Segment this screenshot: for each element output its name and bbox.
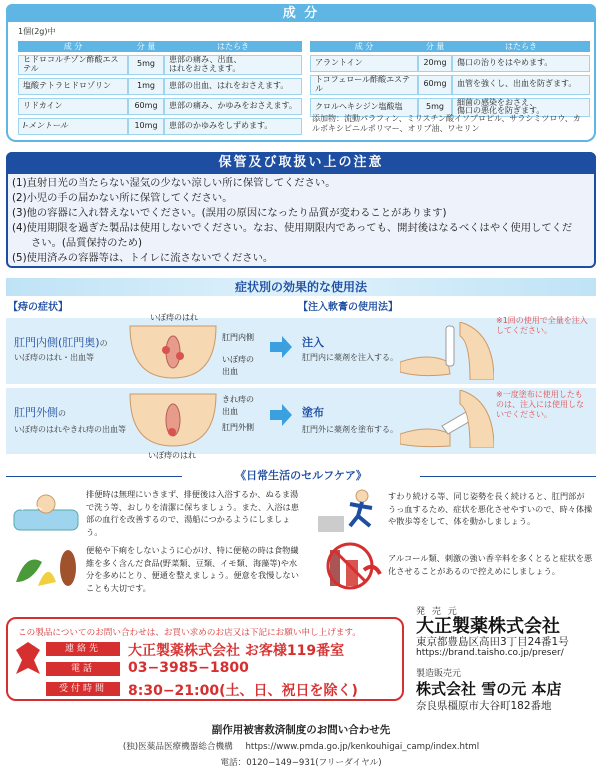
no-alcohol-icon	[316, 542, 384, 590]
col-amount: 分 量	[128, 41, 164, 52]
table-row	[18, 55, 302, 75]
arrow-right-icon	[270, 404, 292, 426]
label-bleed2: 出血	[222, 407, 238, 416]
ingredient-name: アラントイン	[310, 55, 418, 72]
method1-note: ※1回の使用で全量を注入してください。	[496, 316, 588, 335]
case1-subtitle: いぼ痔のはれ・出血等	[14, 353, 94, 362]
ingredient-name: リドカイン	[18, 98, 128, 115]
label-ibo-hare2: いぼ痔のはれ	[148, 451, 196, 460]
symptom-label: 【痔の症状】	[8, 302, 68, 313]
ingredient-amount: 5mg	[418, 98, 452, 118]
method2-note: ※一度塗布に使用したものは、注入には使用しないでください。	[496, 390, 584, 419]
label-kire: きれ痔の	[222, 395, 254, 404]
ingredient-amount: 10mg	[128, 118, 164, 135]
ingredient-name: トコフェロール酢酸エステル	[310, 75, 418, 95]
ingredient-effect: 患部の痛み、出血、 はれをおさえます。	[164, 55, 302, 75]
ingredient-name: ヒドロコルチゾン酢酸エステル	[18, 55, 128, 75]
relief-phone: 電話：0120−149−931(フリーダイヤル)	[220, 758, 382, 768]
seller-address: 東京都豊島区高田3丁目24番1号	[416, 636, 569, 648]
ingredients-note: 1個(2g)中	[18, 27, 56, 36]
label-ibo-hare: いぼ痔のはれ	[150, 313, 198, 322]
table-row	[18, 118, 302, 135]
relief-org-line	[0, 740, 602, 752]
arrow-right-icon	[270, 336, 292, 358]
anus-outer-illustration	[126, 390, 220, 448]
case2-title: 肛門外側の	[14, 406, 66, 419]
col-effect: はたらき	[452, 41, 590, 52]
seller-name: 大正製薬株式会社	[416, 616, 560, 637]
maker-address: 奈良県橿原市大谷町182番地	[416, 700, 552, 712]
list-item: (4)使用期限を過ぎた製品は使用しないでください。なお、使用期限内であっても、開封後はなるべくはやく使用してください。(品質保持のため)	[12, 222, 573, 249]
selfcare-item: すわり続ける等、同じ姿勢を長く続けると、肛門部が うっ血するため、症状を悪化させやすいので、時々体操や散歩等をして、体を動かしましょう。	[388, 491, 593, 526]
col-amount: 分 量	[418, 41, 452, 52]
label-bleed: 出血	[222, 367, 238, 376]
ingredients-heading: 成 分	[6, 4, 596, 24]
vegetables-icon	[12, 542, 80, 590]
ingredient-effect: 患部の痛み、かゆみをおさえます。	[164, 98, 302, 115]
label-ibo: いぼ痔の	[222, 355, 254, 364]
selfcare-item: 便秘や下痢をしないように心がけ、特に便秘の時は食物繊維を多く含んだ食品(野菜類、豆類、イモ類、海藻等)や水分を多めにとり、便通を整えましょう。便意を我慢しないことも大切です。	[86, 545, 299, 593]
col-effect: はたらき	[164, 41, 302, 52]
additives-text: 添加物：流動パラフィン、ミリスチン酸イソプロピル、サラシミツロウ、カルボキシビニルポリマー、オリブ油、ワセリン	[312, 114, 581, 134]
selfcare-item: アルコール類、刺激の強い香辛料を多くとると症状を悪化させることがあるので控えめにしましょう。	[388, 553, 593, 576]
bath-icon	[12, 486, 80, 534]
hours-label: 受付時間	[46, 682, 120, 696]
seller-url: https://brand.taisho.co.jp/preser/	[416, 648, 564, 658]
caution-heading: 保管及び取扱い上の注意	[6, 152, 596, 174]
list-item: (1)直射日光の当たらない湿気の少ない涼しい所に保管してください。	[12, 177, 336, 189]
selfcare-heading: 《日常生活のセルフケア》	[235, 469, 367, 482]
col-name: 成 分	[18, 41, 128, 52]
exercise-icon	[316, 486, 384, 534]
ingredients-table-right	[310, 38, 590, 120]
list-item: (3)他の容器に入れ替えないでください。(誤用の原因になったり品質が変わることがあります)	[12, 207, 447, 219]
anus-inner-illustration	[126, 322, 220, 380]
table-row	[310, 55, 590, 72]
ingredient-name: クロルヘキシジン塩酸塩	[310, 98, 418, 118]
ingredient-effect: 患部の出血、はれをおさえます。	[164, 78, 302, 95]
table-row	[18, 78, 302, 95]
method2-subtitle: 肛門外に薬剤を塗布する。	[302, 425, 398, 434]
phone-label: 電話	[46, 662, 120, 676]
taisho-eagle-icon	[14, 640, 42, 682]
maker-kind: 製造販売元	[416, 669, 462, 679]
ingredient-effect: 細菌の感染をおさえ、 傷口の悪化を防ぎます。	[452, 98, 590, 118]
contact-label: 連絡先	[46, 642, 120, 656]
table-row	[310, 75, 590, 95]
maker-name: 株式会社 雪の元 本店	[416, 680, 562, 698]
relief-url: https://www.pmda.go.jp/kenkouhigai_camp/index.html	[245, 742, 480, 752]
relief-title: 副作用被害救済制度のお問い合わせ先	[211, 724, 391, 736]
ingredients-table-left	[18, 38, 302, 138]
caution-list	[12, 176, 582, 266]
ingredient-name: l-メントール	[18, 118, 128, 135]
selfcare-item: 排便時は無理にいきまず、排便後は入浴するか、ぬるま湯で洗う等、おしりを清潔に保ちましょう。また、入浴は患部の血行を改善するので、湯船につかるようにしましょう。	[86, 489, 299, 537]
ingredient-amount: 1mg	[128, 78, 164, 95]
method2-title: 塗布	[302, 406, 324, 419]
label-inner: 肛門内側	[222, 333, 254, 342]
ingredient-effect: 傷口の治りをはやめます。	[452, 55, 590, 72]
usage-heading: 症状別の効果的な使用法	[6, 278, 596, 296]
method1-subtitle: 肛門内に薬剤を注入する。	[302, 353, 398, 362]
relief-org: (独)医薬品医療機器総合機構	[122, 742, 233, 752]
ingredient-amount: 60mg	[128, 98, 164, 115]
ingredient-amount: 60mg	[418, 75, 452, 95]
hours-value: 8:30−21:00(土、日、祝日を除く)	[128, 683, 358, 699]
case1-title: 肛門内側(肛門奥)の	[14, 336, 108, 349]
contact-intro: この製品についてのお問い合わせは、お買い求めのお店又は下記にお願い申し上げます。	[18, 628, 361, 638]
col-name: 成 分	[310, 41, 418, 52]
phone-value: 03−3985−1800	[128, 660, 249, 676]
list-item: (5)使用済みの容器等は、トイレに流さないでください。	[12, 252, 274, 264]
inject-illustration	[400, 322, 494, 380]
list-item: (2)小児の手の届かない所に保管してください。	[12, 192, 233, 204]
ingredient-amount: 20mg	[418, 55, 452, 72]
label-outer: 肛門外側	[222, 423, 254, 432]
method1-title: 注入	[302, 336, 324, 349]
ingredient-effect: 血管を強くし、出血を防ぎます。	[452, 75, 590, 95]
ingredient-name: 塩酸テトラヒドロゾリン	[18, 78, 128, 95]
ingredient-amount: 5mg	[128, 55, 164, 75]
table-row	[18, 98, 302, 115]
apply-illustration	[400, 390, 494, 448]
case2-subtitle: いぼ痔のはれやきれ痔の出血等	[14, 425, 126, 434]
method-label: 【注入軟膏の使用法】	[298, 302, 398, 313]
ingredient-effect: 患部のかゆみをしずめます。	[164, 118, 302, 135]
contact-value: 大正製薬株式会社 お客様119番室	[128, 643, 345, 659]
seller-kind: 発 売 元	[416, 607, 459, 617]
